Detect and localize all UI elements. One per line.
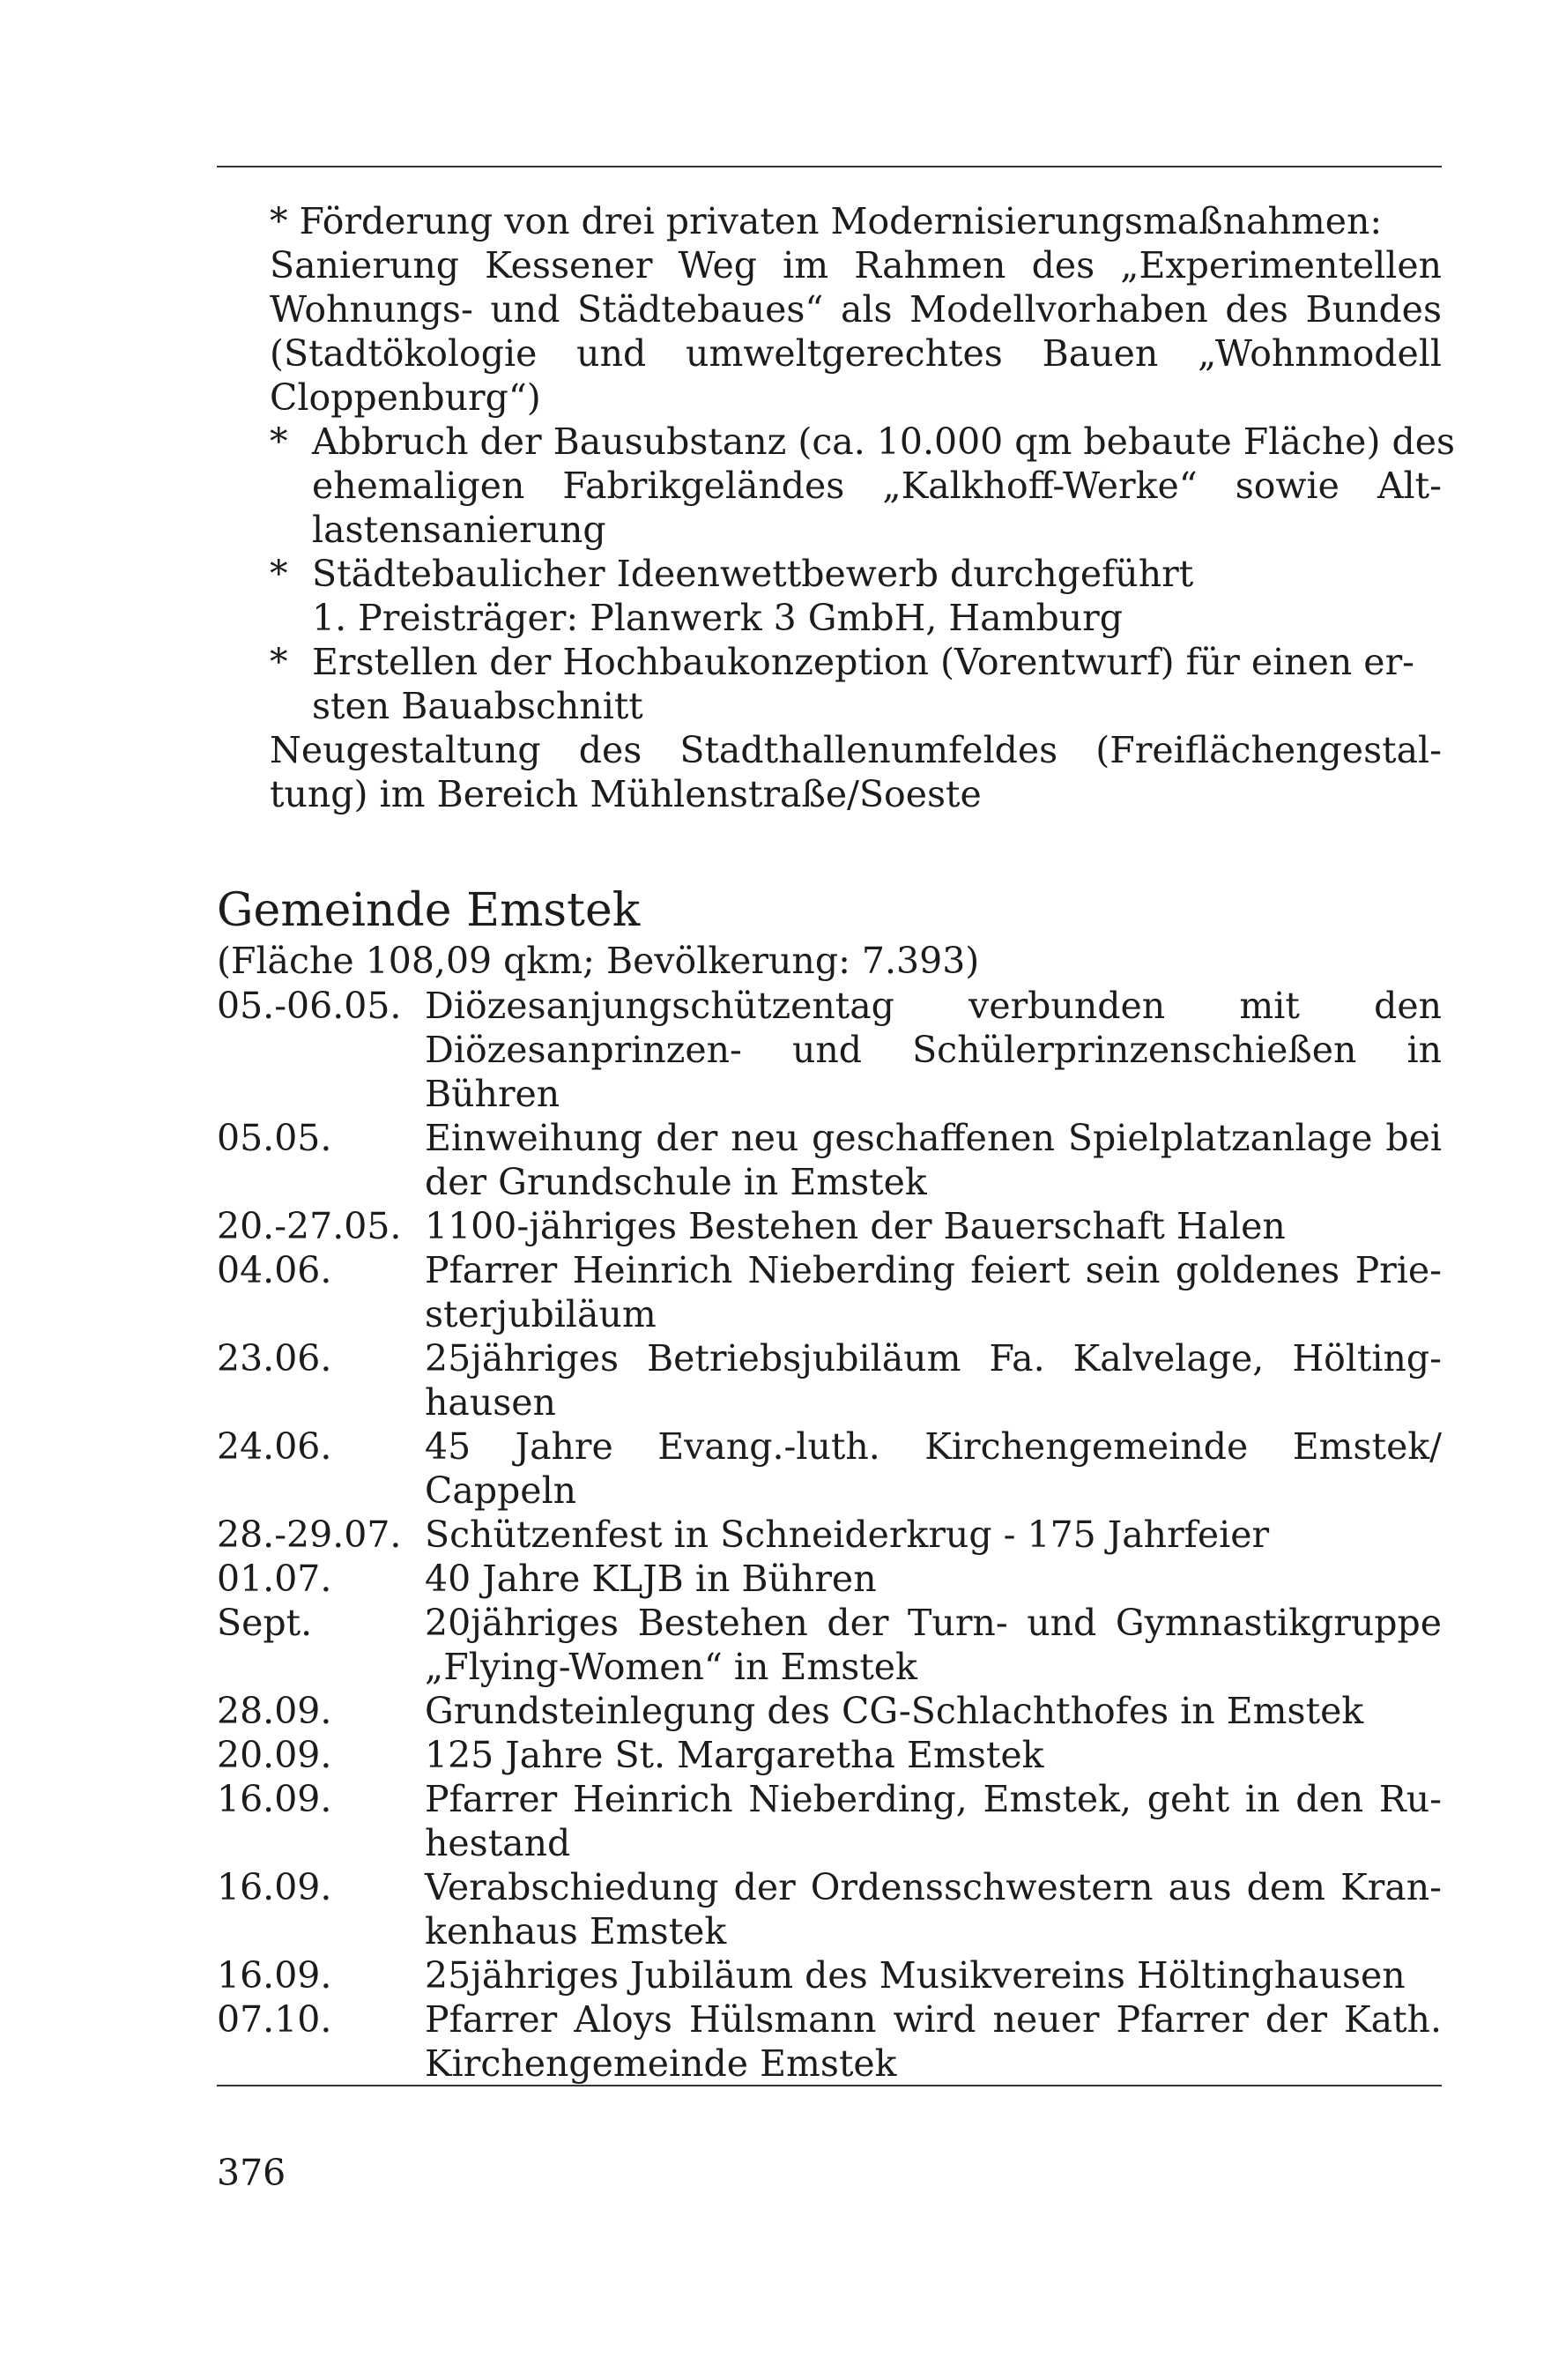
event-date: 05.05. — [217, 1117, 332, 1159]
intro-line: Cloppenburg“) — [270, 376, 541, 419]
event-date: 16.09. — [217, 1954, 332, 1997]
event-line: Grundsteinlegung des CG-Schlachthofes in Emstek — [425, 1690, 1364, 1732]
event-line: der Grundschule in Emstek — [425, 1161, 927, 1203]
event-row — [217, 1248, 1442, 1336]
event-line: Einweihung der neu geschaffenen Spielplatzanlage bei — [425, 1117, 1442, 1159]
event-row — [217, 1557, 1442, 1601]
event-description — [425, 1997, 1442, 2086]
event-row — [217, 1204, 1442, 1248]
event-description — [425, 1557, 1442, 1601]
bullet-star: * — [270, 553, 288, 595]
event-line: Diözesanprinzen- und Schülerprinzenschießen in — [425, 1029, 1442, 1071]
event-line: hestand — [425, 1822, 571, 1864]
bullet-star: * — [270, 641, 288, 683]
page-number: 376 — [217, 2152, 286, 2194]
event-description — [425, 1336, 1442, 1424]
event-date: 24.06. — [217, 1425, 332, 1468]
event-date: 23.06. — [217, 1337, 332, 1380]
event-row — [217, 984, 1442, 1116]
event-date: 28.09. — [217, 1690, 332, 1732]
bullet-line: Erstellen der Hochbaukonzeption (Vorentwurf) für einen er- — [312, 641, 1415, 683]
intro-block — [270, 199, 1456, 816]
event-row — [217, 1733, 1442, 1777]
intro-line: Sanierung Kessener Weg im Rahmen des „Experimentellen — [270, 244, 1442, 286]
event-row — [217, 1953, 1442, 1997]
event-line: kenhaus Emstek — [425, 1910, 727, 1952]
event-description — [425, 1601, 1442, 1689]
bullet-line: Abbruch der Bausubstanz (ca. 10.000 qm bebaute Fläche) des — [312, 420, 1456, 463]
event-line: 125 Jahre St. Margaretha Emstek — [425, 1734, 1044, 1776]
bullet-item — [270, 420, 1456, 552]
event-date: 16.09. — [217, 1778, 332, 1820]
event-row — [217, 1116, 1442, 1204]
intro-line: * Förderung von drei privaten Modernisierungsmaßnahmen: — [270, 200, 1383, 242]
event-date: 07.10. — [217, 1998, 332, 2041]
event-line: Pfarrer Aloys Hülsmann wird neuer Pfarrer der Kath. — [425, 1998, 1442, 2041]
event-row — [217, 1336, 1442, 1424]
event-description — [425, 1116, 1442, 1204]
intro-line: (Stadtökologie und umweltgerechtes Bauen „Wohnmodell — [270, 332, 1442, 375]
event-description — [425, 1953, 1442, 1997]
bullet-line: Städtebaulicher Ideenwettbewerb durchgeführt — [312, 553, 1194, 595]
event-line: 40 Jahre KLJB in Bühren — [425, 1558, 877, 1600]
bullet-star: * — [270, 420, 288, 463]
event-description — [425, 1513, 1442, 1557]
bullet-line: 1. Preisträger: Planwerk 3 GmbH, Hamburg — [312, 597, 1123, 639]
event-date: 04.06. — [217, 1249, 332, 1291]
closing-line: tung) im Bereich Mühlenstraße/Soeste — [270, 773, 982, 815]
event-line: „Flying-Women“ in Emstek — [425, 1646, 917, 1688]
event-line: 25jähriges Jubiläum des Musikvereins Höltinghausen — [425, 1954, 1406, 1997]
event-description — [425, 1248, 1442, 1336]
event-row — [217, 1997, 1442, 2086]
event-date: 01.07. — [217, 1558, 332, 1600]
event-line: 45 Jahre Evang.-luth. Kirchengemeinde Emstek/ — [425, 1425, 1442, 1468]
event-line: 25jähriges Betriebsjubiläum Fa. Kalvelage, Hölting- — [425, 1337, 1442, 1380]
event-description — [425, 1204, 1442, 1248]
event-line: Kirchengemeinde Emstek — [425, 2042, 897, 2085]
event-line: Bühren — [425, 1073, 560, 1115]
event-description — [425, 1865, 1442, 1953]
events-list — [217, 984, 1442, 2086]
event-row — [217, 1689, 1442, 1733]
intro-line: Wohnungs- und Städtebaues“ als Modellvorhaben des Bundes — [270, 288, 1442, 331]
bottom-rule — [217, 2085, 1442, 2086]
event-line: Pfarrer Heinrich Nieberding, Emstek, geht in den Ru- — [425, 1778, 1442, 1820]
bullet-line: sten Bauabschnitt — [312, 685, 643, 727]
event-line: 1100-jähriges Bestehen der Bauerschaft Halen — [425, 1205, 1286, 1247]
bullet-item — [270, 552, 1442, 640]
event-date: 20.-27.05. — [217, 1205, 402, 1247]
top-rule — [217, 166, 1442, 167]
event-line: Pfarrer Heinrich Nieberding feiert sein goldenes Prie- — [425, 1249, 1442, 1291]
event-line: Schützenfest in Schneiderkrug - 175 Jahrfeier — [425, 1514, 1270, 1556]
event-date: 05.-06.05. — [217, 985, 402, 1027]
section-title: Gemeinde Emstek — [217, 884, 641, 937]
event-date: 28.-29.07. — [217, 1514, 402, 1556]
event-line: Diözesanjungschützentag verbunden mit den — [425, 985, 1442, 1027]
event-date: 16.09. — [217, 1866, 332, 1908]
event-line: Cappeln — [425, 1469, 577, 1512]
event-row — [217, 1777, 1442, 1865]
closing-line: Neugestaltung des Stadthallenumfeldes (Freiflächengestal- — [270, 729, 1442, 771]
event-description — [425, 1777, 1442, 1865]
event-row — [217, 1513, 1442, 1557]
event-line: Verabschiedung der Ordensschwestern aus dem Kran- — [425, 1866, 1442, 1908]
event-description — [425, 1424, 1442, 1513]
event-row — [217, 1424, 1442, 1513]
event-description — [425, 984, 1442, 1116]
event-row — [217, 1865, 1442, 1953]
event-line: 20jähriges Bestehen der Turn- und Gymnastikgruppe — [425, 1602, 1442, 1644]
event-line: hausen — [425, 1381, 556, 1424]
bullet-line: lastensanierung — [312, 509, 606, 551]
bullet-item — [270, 640, 1442, 728]
section-meta: (Fläche 108,09 qkm; Bevölkerung: 7.393) — [217, 940, 980, 982]
event-row — [217, 1601, 1442, 1689]
bullet-line: ehemaligen Fabrikgeländes „Kalkhoff-Werke“ sowie Alt- — [312, 465, 1442, 507]
event-date: Sept. — [217, 1602, 313, 1644]
event-description — [425, 1733, 1442, 1777]
event-line: sterjubiläum — [425, 1293, 657, 1335]
event-date: 20.09. — [217, 1734, 332, 1776]
event-description — [425, 1689, 1442, 1733]
